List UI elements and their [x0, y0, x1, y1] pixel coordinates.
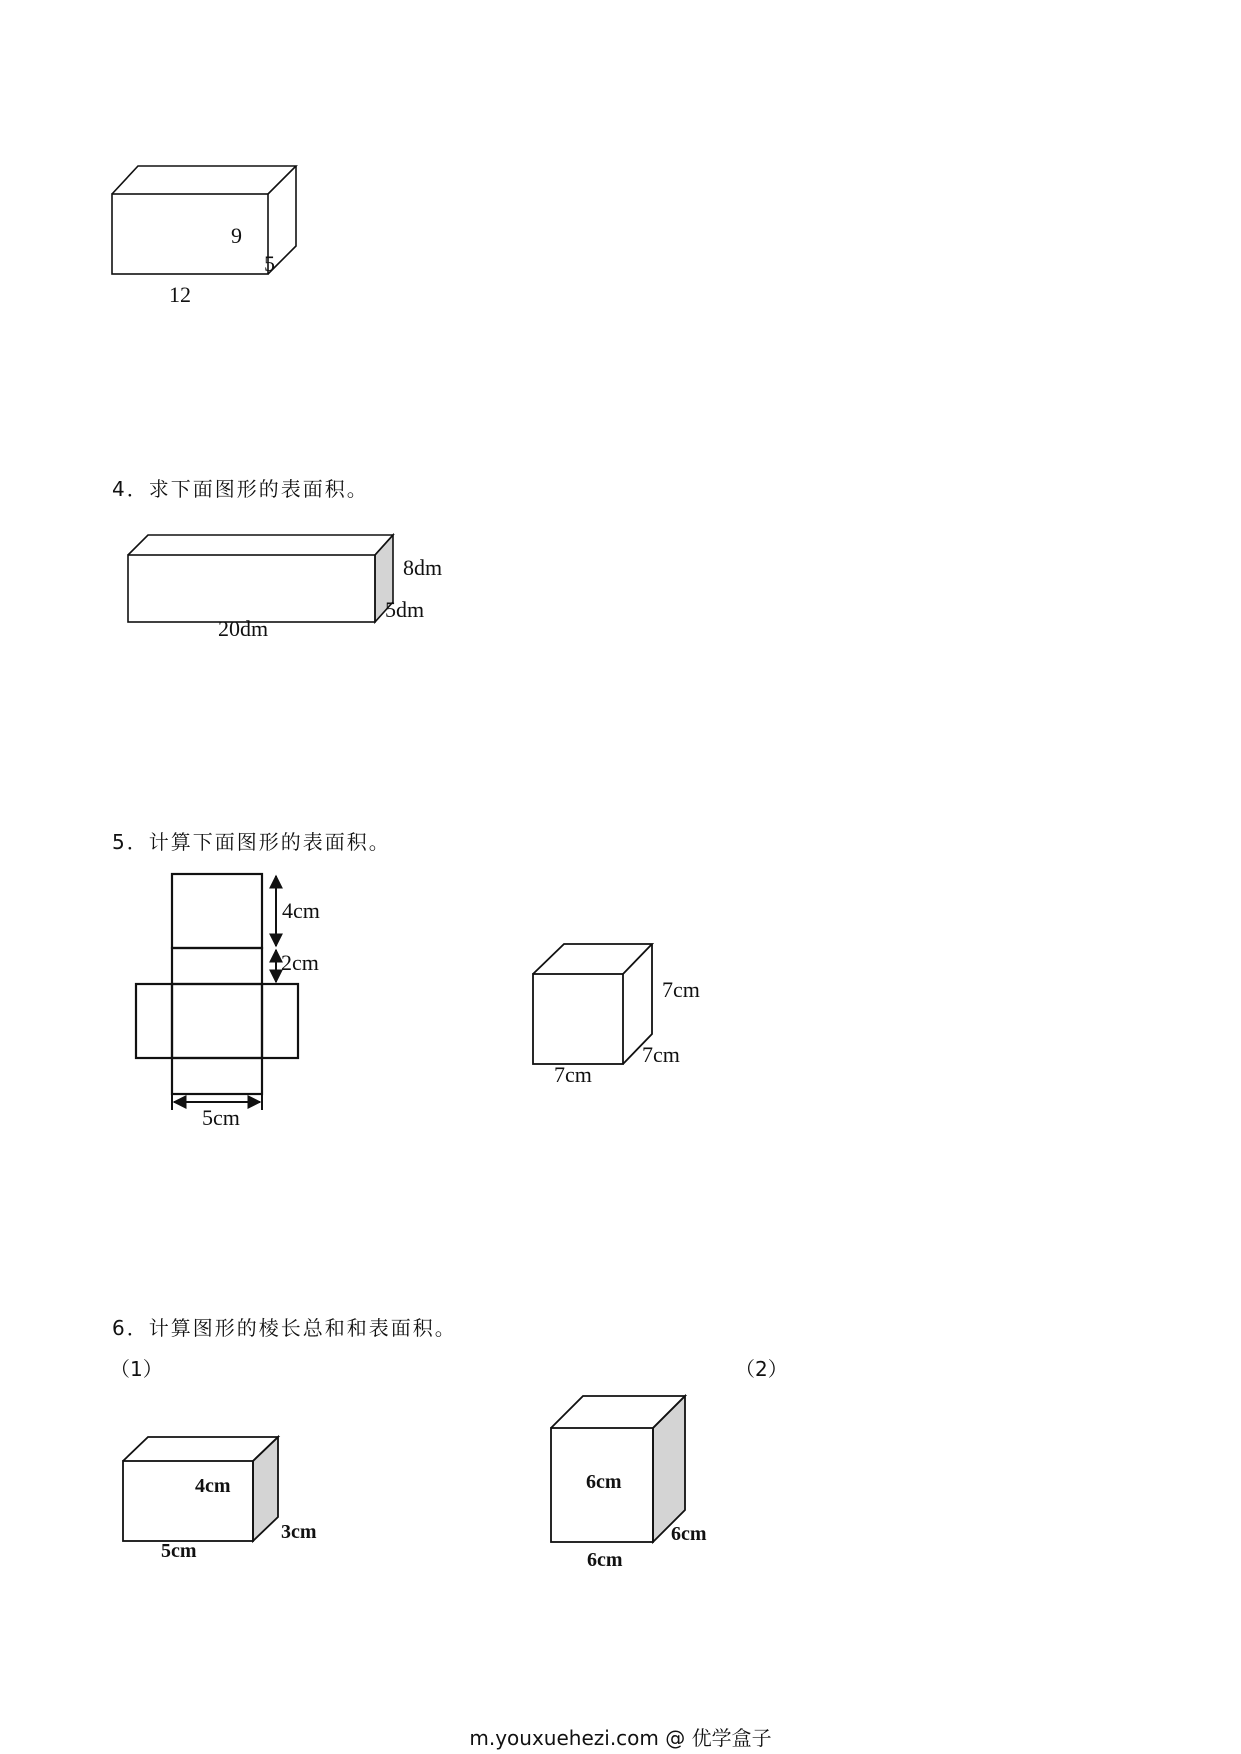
- cuboid-1-length-label: 12: [169, 282, 191, 307]
- net-figure-q5: [120, 866, 360, 1136]
- q5-cube-depth-label: 7cm: [642, 1042, 680, 1067]
- q4-length-label: 20dm: [218, 616, 269, 641]
- net-top-height-label: 4cm: [282, 898, 320, 923]
- net-middle-height-label: 2cm: [281, 950, 319, 975]
- net-right-rect: [262, 984, 298, 1058]
- q6-1-front-face: [123, 1461, 253, 1541]
- q4-depth-label: 5dm: [385, 597, 425, 622]
- cuboid-figure-q6-1: [115, 1430, 335, 1575]
- cuboid-1-top-face: [112, 166, 296, 194]
- cuboid-1-front-face: [112, 194, 268, 274]
- net-top-rect: [172, 874, 262, 948]
- net-upper-rect: [172, 948, 262, 984]
- q6-1-depth-label: 3cm: [281, 1521, 317, 1543]
- cuboid-1-height-label: 9: [231, 223, 242, 248]
- q6-2-depth-label: 6cm: [671, 1523, 707, 1545]
- question-4-text: 4．求下面图形的表面积。: [112, 477, 369, 501]
- net-center-rect: [172, 984, 262, 1058]
- cuboid-figure-1: [100, 140, 300, 307]
- q4-top-face: [128, 535, 393, 555]
- q6-1-height-label: 4cm: [195, 1475, 231, 1497]
- q5-cube-front-face: [533, 974, 623, 1064]
- q6-1-side-face: [253, 1437, 278, 1541]
- q6-2-front-label: 6cm: [586, 1471, 622, 1493]
- cuboid-figure-q4: [120, 525, 443, 645]
- q4-height-label: 8dm: [403, 555, 443, 580]
- net-bottom-rect: [172, 1058, 262, 1094]
- sub-question-2-label: （2）: [735, 1357, 788, 1381]
- cuboid-1-depth-label: 5: [264, 251, 275, 276]
- net-width-label: 5cm: [202, 1105, 240, 1130]
- question-6-text: 6．计算图形的棱长总和和表面积。: [112, 1316, 457, 1340]
- question-5-text: 5．计算下面图形的表面积。: [112, 830, 391, 854]
- net-left-rect: [136, 984, 172, 1058]
- q6-2-width-label: 6cm: [587, 1549, 623, 1571]
- q5-cube-height-label: 7cm: [662, 977, 700, 1002]
- cube-figure-q5: [530, 940, 730, 1090]
- q6-1-length-label: 5cm: [161, 1540, 197, 1562]
- q6-2-side-face: [653, 1396, 685, 1542]
- q5-cube-top-face: [533, 944, 652, 974]
- sub-question-1-label: （1）: [110, 1357, 163, 1381]
- q4-front-face: [128, 555, 375, 622]
- cube-figure-q6-2: [545, 1390, 745, 1585]
- q5-cube-width-label: 7cm: [554, 1062, 592, 1087]
- q6-1-top-face: [123, 1437, 278, 1461]
- footer-source: m.youxuehezi.com @ 优学盒子: [469, 1726, 772, 1750]
